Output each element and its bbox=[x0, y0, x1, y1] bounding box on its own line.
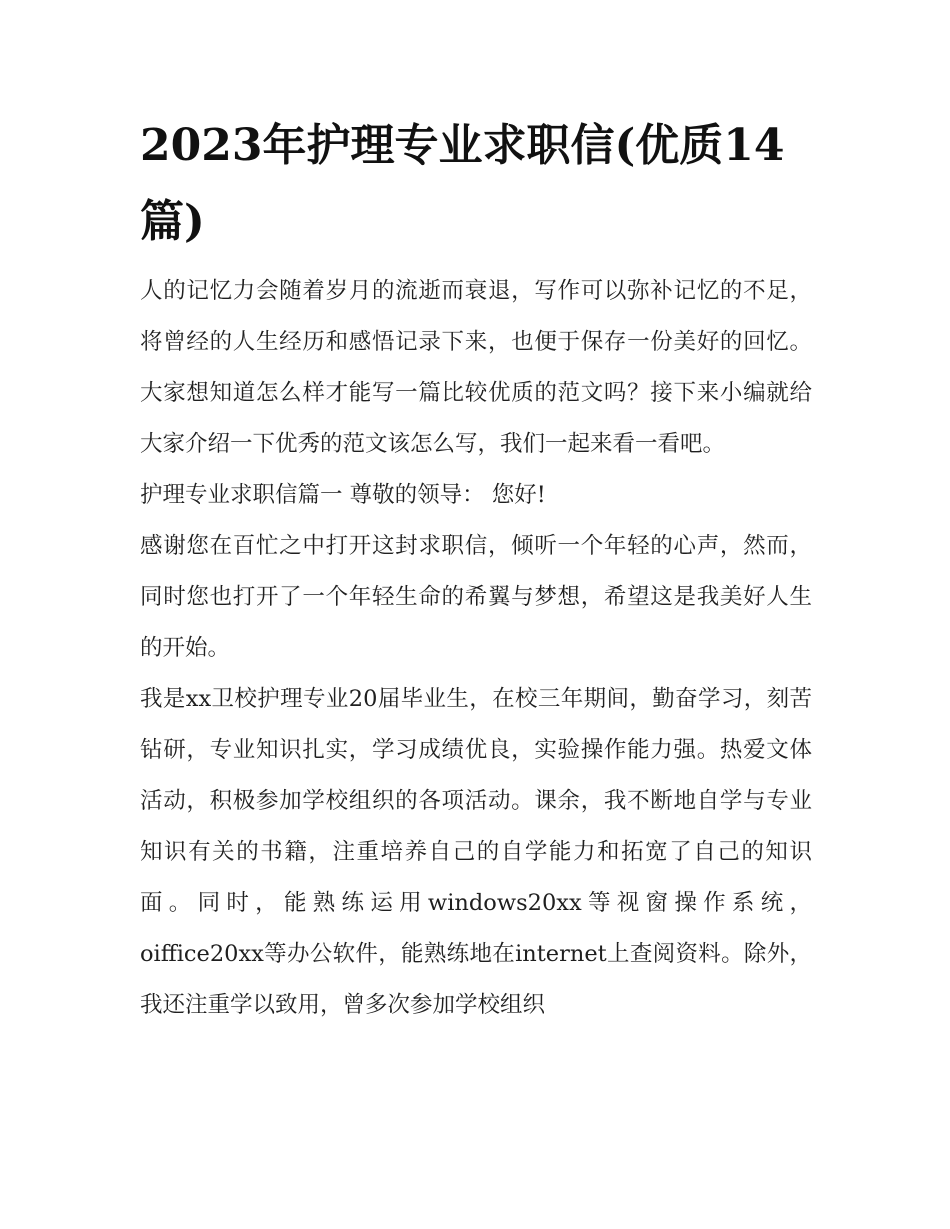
intro-paragraph: 人的记忆力会随着岁月的流逝而衰退，写作可以弥补记忆的不足，将曾经的人生经历和感悟记录下来，也便于保存一份美好的回忆。大家想知道怎么样才能写一篇比较优质的范文吗？接下来小编就给大家介绍一下优秀的范文该怎么写，我们一起来看一看吧。 bbox=[140, 278, 812, 457]
letter-heading-paragraph: 护理专业求职信篇一 尊敬的领导： 您好! bbox=[140, 482, 546, 508]
document-title: 2023年护理专业求职信(优质14篇) bbox=[140, 120, 785, 247]
document-page bbox=[140, 108, 812, 1031]
self-introduction-paragraph: 我是xx卫校护理专业20届毕业生，在校三年期间，勤奋学习，刻苦钻研，专业知识扎实，学习成绩优良，实验操作能力强。热爱文体活动，积极参加学校组织的各项活动。课余，我不断地自学与专业知识有关的书籍，注重培养自己的自学能力和拓宽了自己的知识面。同时，能熟练运用windows20xx等视窗操作系统，oiffice20xx等办公软件，能熟练地在internet上查阅资料。除外，我还注重学以致用，曾多次参加学校组织 bbox=[140, 686, 812, 1018]
thanks-paragraph: 感谢您在百忙之中打开这封求职信，倾听一个年轻的心声，然而，同时您也打开了一个年轻生命的希翼与梦想，希望这是我美好人生的开始。 bbox=[140, 533, 812, 661]
